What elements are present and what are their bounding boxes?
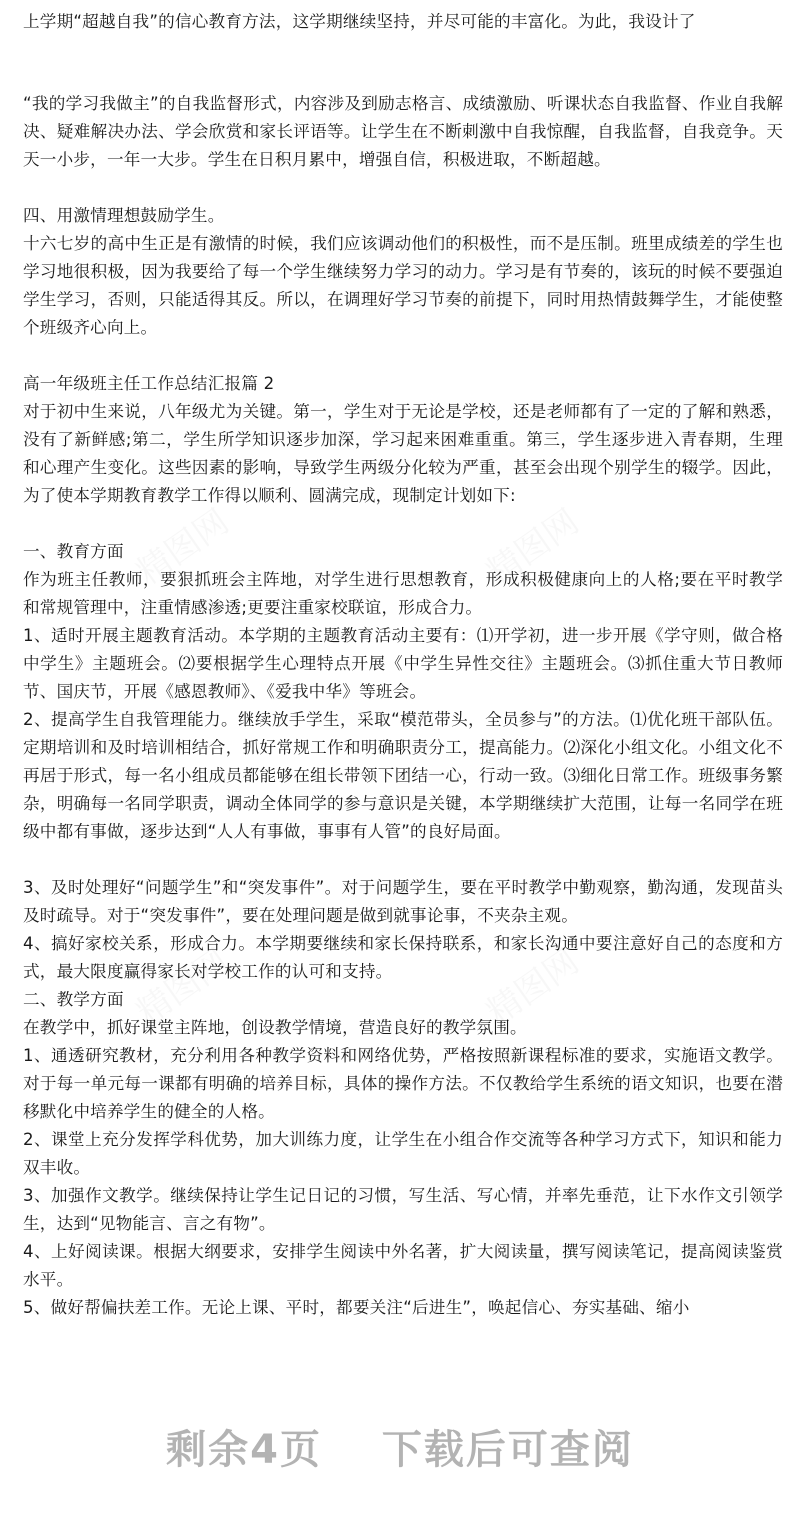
- paragraph: 上学期“超越自我”的信心教育方法，这学期继续坚持，并尽可能的丰富化。为此，我设计了: [23, 12, 696, 31]
- list-item: 2、课堂上充分发挥学科优势，加大训练力度，让学生在小组合作交流等各种学习方式下，知识和能力双丰收。: [23, 1130, 783, 1177]
- download-hint-label: 下载后可查阅: [381, 1427, 634, 1473]
- watermark: 精图网: [479, 941, 587, 1034]
- section-heading: 一、教育方面: [23, 542, 124, 561]
- watermark: 精图网: [129, 941, 237, 1034]
- article-title: 高一年级班主任工作总结汇报篇 2: [23, 374, 275, 393]
- paragraph: 在教学中，抓好课堂主阵地，创设教学情境，营造良好的教学氛围。: [23, 1018, 527, 1037]
- list-item: 2、提高学生自我管理能力。继续放手学生，采取“模范带头，全员参与”的方法。⑴优化班干部队伍。定期培训和及时培训相结合，抓好常规工作和明确职责分工，提高能力。⑵深化小组文化。小组文化不再居于形式，每一名小组成员都能够在组长带领下团结一心，行动一致。⑶细化日常工作。班级事务繁杂，明确每一名同学职责，调动全体同学的参与意识是关键，本学期继续扩大范围，让每一名同学在班级中都有事做，逐步达到“人人有事做，事事有人管”的良好局面。: [23, 710, 783, 841]
- list-item: 3、及时处理好“问题学生”和“突发事件”。对于问题学生，要在平时教学中勤观察，勤沟通，发现苗头及时疏导。对于“突发事件”，要在处理问题是做到就事论事，不夹杂主观。: [23, 878, 783, 925]
- list-item: 1、适时开展主题教育活动。本学期的主题教育活动主要有：⑴开学初，进一步开展《学守则，做合格中学生》主题班会。⑵要根据学生心理特点开展《中学生异性交往》主题班会。⑶抓住重大节日教师节、国庆节，开展《感恩教师》、《爱我中华》等班会。: [23, 626, 783, 701]
- list-item: 3、加强作文教学。继续保持让学生记日记的习惯，写生活、写心情，并率先垂范，让下水作文引领学生，达到“见物能言、言之有物”。: [23, 1186, 783, 1233]
- list-item: 5、做好帮偏扶差工作。无论上课、平时，都要关注“后进生”，唤起信心、夯实基础、缩小: [23, 1298, 690, 1317]
- paragraph: 十六七岁的高中生正是有激情的时候，我们应该调动他们的积极性，而不是压制。班里成绩差的学生也学习地很积极，因为我要给了每一个学生继续努力学习的动力。学习是有节奏的，该玩的时候不要强迫学生学习，否则，只能适得其反。所以，在调理好学习节奏的前提下，同时用热情鼓舞学生，才能使整个班级齐心向上。: [23, 234, 783, 337]
- paragraph: “我的学习我做主”的自我监督形式，内容涉及到励志格言、成绩激励、听课状态自我监督、作业自我解决、疑难解决办法、学会欣赏和家长评语等。让学生在不断刺激中自我惊醒，自我监督，自我竞争。天天一小步，一年一大步。学生在日积月累中，增强自信，积极进取，不断超越。: [23, 94, 783, 169]
- list-item: 4、上好阅读课。根据大纲要求，安排学生阅读中外名著，扩大阅读量，撰写阅读笔记，提高阅读鉴赏水平。: [23, 1242, 783, 1289]
- remaining-pages-label: 剩余4页: [166, 1427, 322, 1473]
- paragraph: 作为班主任教师，要狠抓班会主阵地，对学生进行思想教育，形成积极健康向上的人格;要在平时教学和常规管理中，注重情感渗透;更要注重家校联谊，形成合力。: [23, 570, 783, 617]
- watermark: 精图网: [129, 501, 237, 594]
- watermark: 精图网: [479, 501, 587, 594]
- section-heading: 四、用激情理想鼓励学生。: [23, 206, 225, 225]
- list-item: 1、通透研究教材，充分利用各种教学资料和网络优势，严格按照新课程标准的要求，实施语文教学。对于每一单元每一课都有明确的培养目标，具体的操作方法。不仅教给学生系统的语文知识，也要在潜移默化中培养学生的健全的人格。: [23, 1046, 783, 1121]
- paragraph: 对于初中生来说，八年级尤为关键。第一，学生对于无论是学校，还是老师都有了一定的了解和熟悉，没有了新鲜感;第二，学生所学知识逐步加深，学习起来困难重重。第三，学生逐步进入青春期，生理和心理产生变化。这些因素的影响，导致学生两级分化较为严重，甚至会出现个别学生的辍学。因此，为了使本学期教育教学工作得以顺利、圆满完成，现制定计划如下:: [23, 402, 783, 505]
- download-banner[interactable]: [0, 1418, 800, 1475]
- list-item: 4、搞好家校关系，形成合力。本学期要继续和家长保持联系，和家长沟通中要注意好自己的态度和方式，最大限度赢得家长对学校工作的认可和支持。: [23, 934, 783, 981]
- section-heading: 二、教学方面: [23, 990, 124, 1009]
